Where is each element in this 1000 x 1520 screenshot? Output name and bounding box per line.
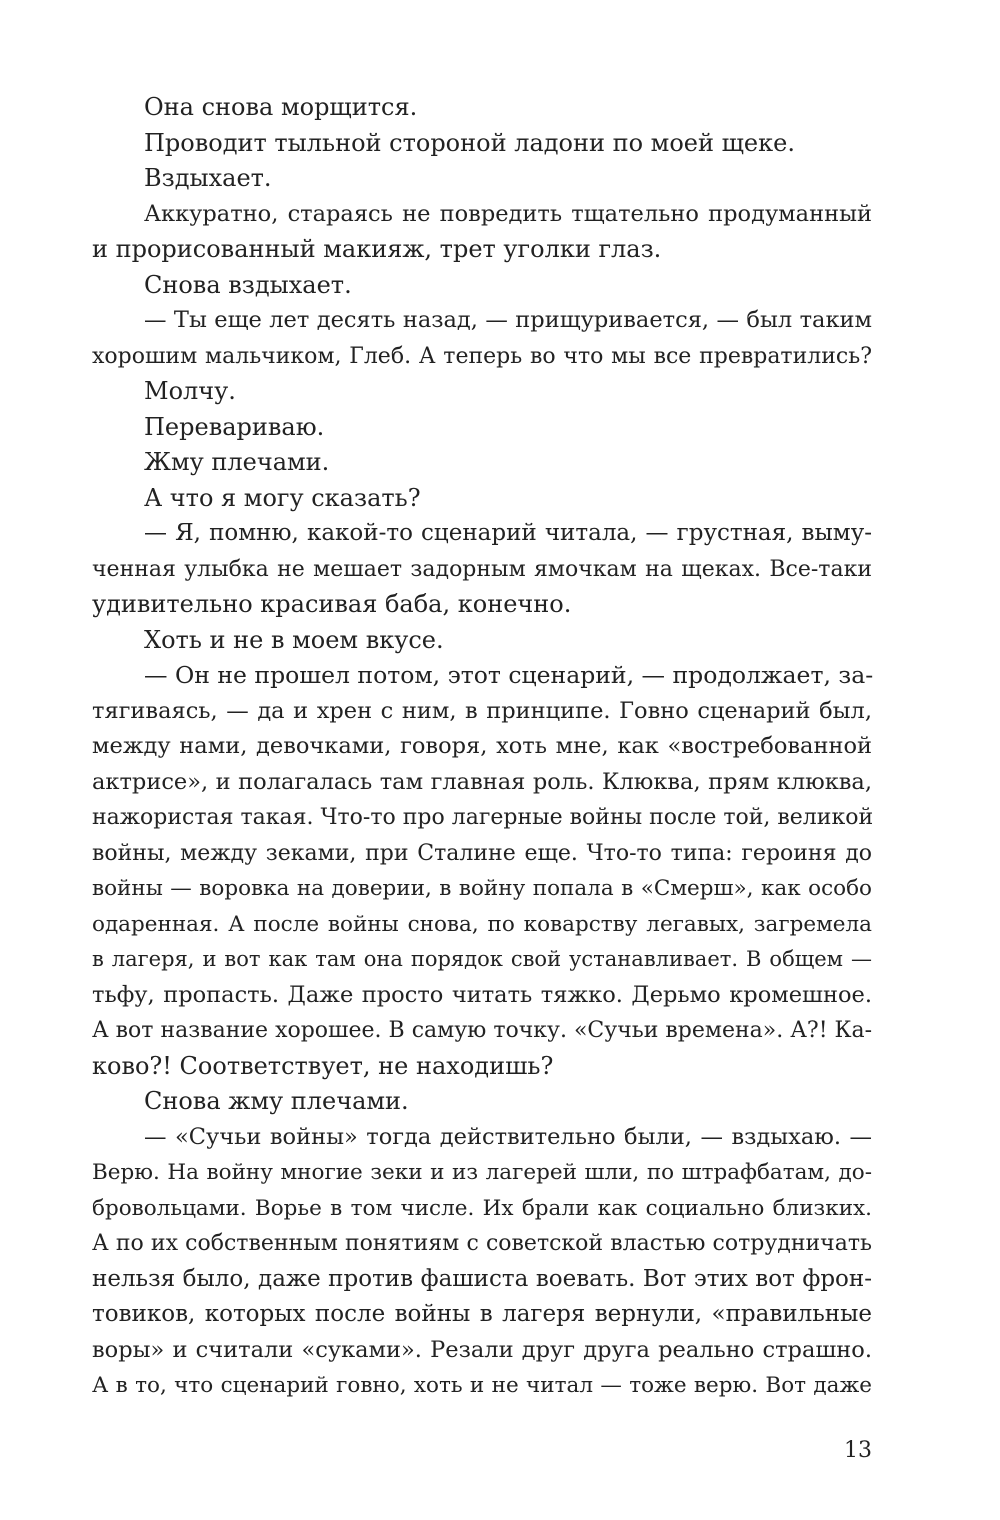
text-line: удивительно красивая баба, конечно. [92, 590, 572, 618]
text-line: А по их собственным понятиям с советской властью сотрудничать [92, 1231, 872, 1256]
text-line: одаренная. А после войны снова, по коварству легавых, загремела [92, 911, 872, 937]
text-line: Снова вздыхает. [144, 270, 352, 299]
text-line: Хоть и не в моем вкусе. [144, 625, 444, 654]
text-line: — Он не прошел потом, этот сценарий, — продолжает, за- [144, 661, 874, 689]
text-line: тягиваясь, — да и хрен с ним, в принципе. Говно сценарий был, [92, 697, 872, 724]
text-line: ченная улыбка не мешает задорным ямочкам на щеках. Все-таки [92, 556, 872, 582]
text-line: А в то, что сценарий говно, хоть и не читал — тоже верю. Вот даже [92, 1373, 872, 1398]
text-line: Аккуратно, стараясь не повредить тщательно продуманный [144, 200, 872, 227]
text-line: актрисе», и полагалась там главная роль. Клюква, прям клюква, [92, 768, 872, 795]
text-line: Вздыхает. [144, 164, 272, 192]
body-text [92, 90, 872, 1404]
text-line: между нами, девочками, говоря, хоть мне, как «востребованной [92, 733, 872, 759]
text-line: воры» и считали «суками». Резали друг друга реально страшно. [92, 1336, 872, 1363]
text-line: Она снова морщится. [144, 93, 418, 121]
page-number: 13 [844, 1438, 872, 1463]
text-line: Перевариваю. [144, 412, 325, 441]
text-line: А что я могу сказать? [144, 483, 421, 512]
text-line: Проводит тыльной стороной ладони по моей щеке. [144, 128, 795, 157]
text-line: Молчу. [144, 377, 236, 405]
text-line: ково?! Соответствует, не находишь? [92, 1051, 554, 1080]
text-line: — «Сучьи войны» тогда действительно были, — вздыхаю. — [144, 1123, 872, 1150]
text-line: Жму плечами. [144, 448, 330, 476]
text-line: А вот название хорошее. В самую точку. «Сучьи времена». А?! Ка- [92, 1018, 873, 1043]
text-line: — Ты еще лет десять назад, — прищуривается, — был таким [144, 307, 872, 333]
text-line: хорошим мальчиком, Глеб. А теперь во что мы все превратились? [92, 343, 872, 369]
text-line: Снова жму плечами. [144, 1087, 409, 1115]
text-line: товиков, которых после войны в лагеря вернули, «правильные [92, 1301, 872, 1327]
text-line: — Я, помню, какой-то сценарий читала, — грустная, выму- [144, 520, 872, 546]
text-line: тьфу, пропасть. Даже просто читать тяжко. Дерьмо кромешное. [92, 981, 872, 1008]
text-line: войны — воровка на доверии, в войну попала в «Смерш», как особо [92, 876, 872, 901]
text-line: войны, между зеками, при Сталине еще. Что-то типа: героиня до [92, 840, 872, 866]
text-line: нажористая такая. Что-то про лагерные войны после той, великой [92, 805, 874, 830]
text-line: бровольцами. Ворье в том числе. Их брали как социально близких. [92, 1195, 872, 1221]
text-line: нельзя было, даже против фашиста воевать. Вот этих вот фрон- [92, 1265, 872, 1292]
text-line: Верю. На войну многие зеки и из лагерей шли, по штрафбатам, до- [92, 1160, 872, 1185]
text-line: и прорисованный макияж, трет уголки глаз. [92, 235, 662, 263]
text-line: в лагеря, и вот как там она порядок свой устанавливает. В общем — [92, 947, 872, 971]
